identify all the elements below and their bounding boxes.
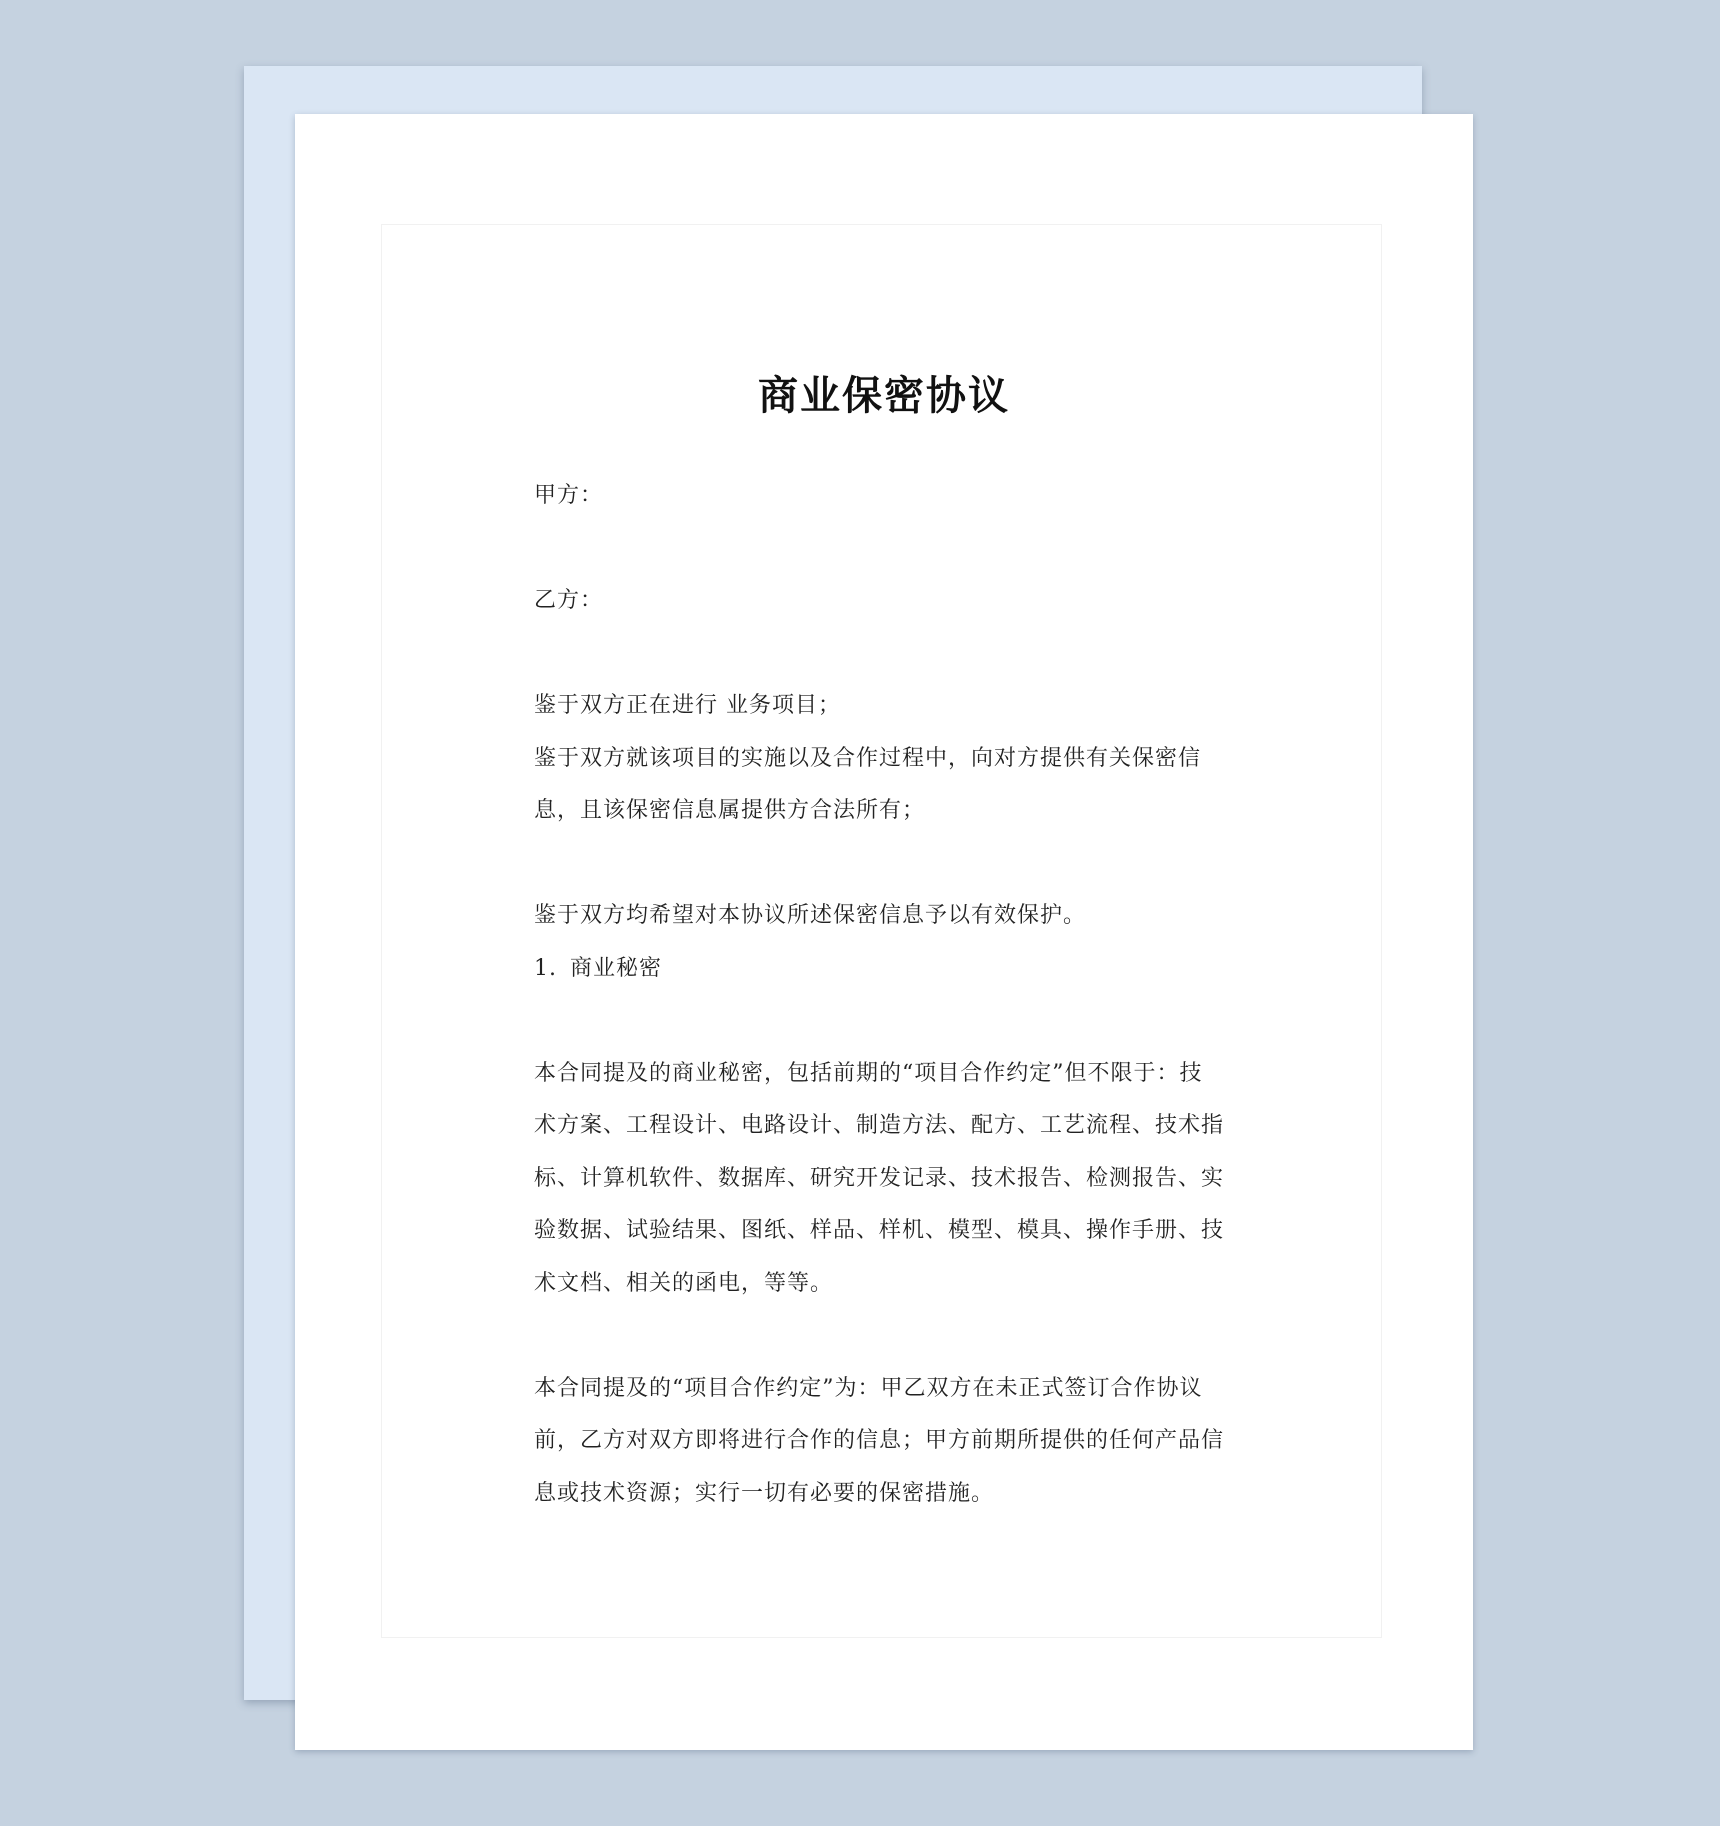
paragraph-1-line: 验数据、试验结果、图纸、样品、样机、模型、模具、操作手册、技: [534, 1218, 1225, 1243]
paragraph-1-line: 术文档、相关的函电，等等。: [534, 1270, 834, 1296]
paragraph-1-line: 标、计算机软件、数据库、研究开发记录、技术报告、检测报告、实: [534, 1165, 1225, 1191]
blank-line: [534, 838, 1234, 891]
paragraph-2-line: 本合同提及的“项目合作约定”为：甲乙双方在未正式签订合作协议: [534, 1375, 1203, 1401]
document-page: [295, 114, 1473, 1750]
paragraph-2-line: 息或技术资源；实行一切有必要的保密措施。: [534, 1480, 995, 1506]
paragraph-1-line: 术方案、工程设计、电路设计、制造方法、配方、工艺流程、技术指: [534, 1113, 1225, 1138]
blank-line: [534, 995, 1234, 1048]
party-b-line: 乙方：: [534, 588, 604, 613]
blank-line: [534, 628, 1234, 681]
document-body: [534, 470, 1234, 1520]
paragraph-1-line: 本合同提及的商业秘密，包括前期的“项目合作约定”但不限于：技: [534, 1060, 1203, 1086]
section-1-heading: [534, 943, 1234, 996]
document-title: 商业保密协议: [758, 372, 1010, 419]
blank-line: [534, 523, 1234, 576]
party-a-line: 甲方：: [534, 483, 604, 508]
section-number: 1.: [534, 955, 557, 981]
section-heading-text: 商业秘密: [570, 955, 663, 981]
paragraph-2-line: 前，乙方对双方即将进行合作的信息；甲方前期所提供的任何产品信: [534, 1428, 1225, 1453]
recital-2-line: 息，且该保密信息属提供方合法所有；: [534, 798, 926, 823]
recital-1: 鉴于双方正在进行 业务项目；: [534, 693, 841, 718]
recital-2-line: 鉴于双方就该项目的实施以及合作过程中，向对方提供有关保密信: [534, 745, 1202, 771]
recital-3: 鉴于双方均希望对本协议所述保密信息予以有效保护。: [534, 903, 1087, 928]
blank-line: [534, 1310, 1234, 1363]
